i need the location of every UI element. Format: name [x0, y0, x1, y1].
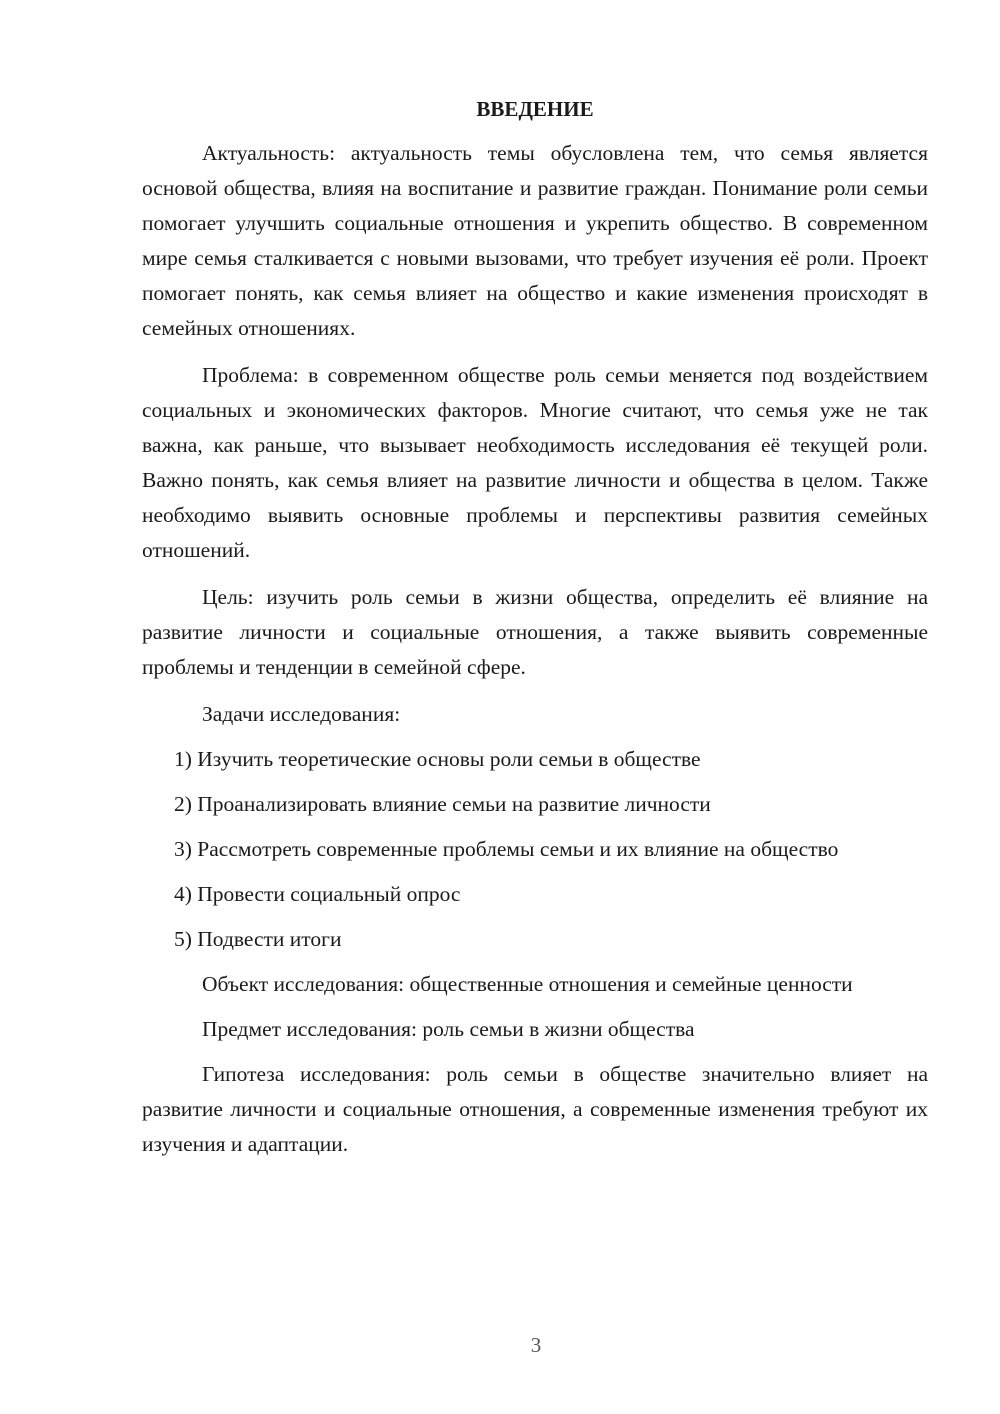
list-item: 3) Рассмотреть современные проблемы семьи и их влияние на общество [174, 837, 839, 861]
subject-paragraph: Предмет исследования: роль семьи в жизни общества [202, 1017, 695, 1041]
page-title: ВВЕДЕНИЕ [476, 97, 594, 121]
problem-paragraph: Проблема: в современном обществе роль семьи меняется под воздействием социальных и экономических факторов. Многие считают, что семья уже не так важна, как раньше, что вызывает необходимость исследования её текущей роли. Важно понять, как семья влияет на развитие личности и общества в целом. Также необходимо выявить основные проблемы и перспективы развития семейных отношений. [142, 363, 928, 562]
object-paragraph: Объект исследования: общественные отношения и семейные ценности [202, 972, 853, 996]
list-item: 4) Провести социальный опрос [174, 882, 461, 906]
list-item: 2) Проанализировать влияние семьи на развитие личности [174, 792, 711, 816]
document-page [142, 92, 928, 1162]
page-number: 3 [530, 1333, 542, 1357]
relevance-paragraph: Актуальность: актуальность темы обусловлена тем, что семья является основой общества, влияя на воспитание и развитие граждан. Понимание роли семьи помогает улучшить социальные отношения и укрепить общество. В современном мире семья сталкивается с новыми вызовами, что требует изучения её роли. Проект помогает понять, как семья влияет на общество и какие изменения происходят в семейных отношениях. [142, 141, 928, 340]
list-item: 5) Подвести итоги [174, 927, 342, 951]
goal-paragraph: Цель: изучить роль семьи в жизни общества, определить её влияние на развитие личности и социальные отношения, а также выявить современные проблемы и тенденции в семейной сфере. [142, 585, 928, 679]
tasks-list [142, 742, 928, 957]
hypothesis-paragraph: Гипотеза исследования: роль семьи в обществе значительно влияет на развитие личности и социальные отношения, а современные изменения требуют их изучения и адаптации. [142, 1062, 928, 1156]
tasks-heading: Задачи исследования: [202, 702, 401, 726]
list-item: 1) Изучить теоретические основы роли семьи в обществе [174, 747, 701, 771]
